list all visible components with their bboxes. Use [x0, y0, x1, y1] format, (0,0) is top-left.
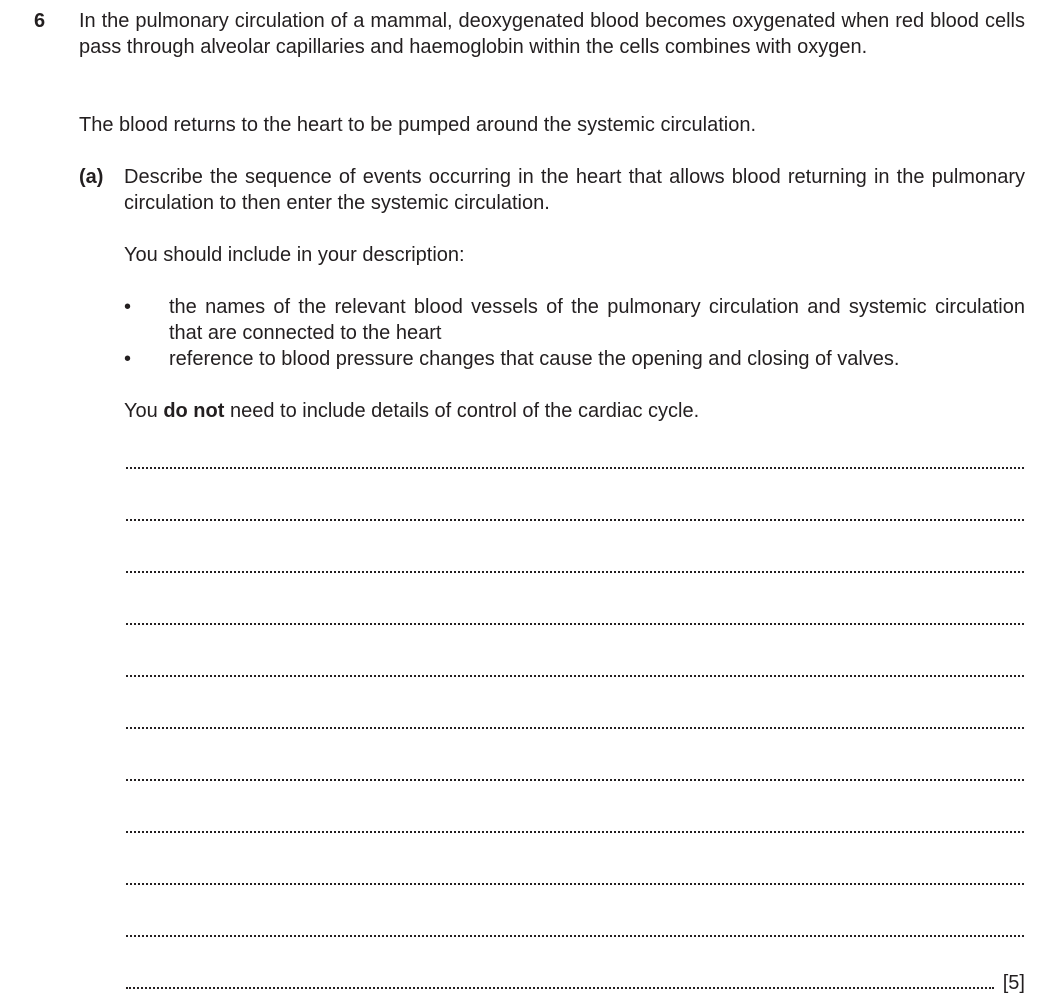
requirement-text: the names of the relevant blood vessels of the pulmonary circulation and systemic circulation that are connected to the heart	[169, 296, 1025, 344]
answer-line[interactable]	[126, 675, 1024, 677]
include-intro: You should include in your description:	[124, 244, 465, 266]
note-emphasis: do not	[163, 400, 225, 422]
question-stem-continuation: The blood returns to the heart to be pumped around the systemic circulation.	[79, 114, 757, 136]
answer-line[interactable]	[126, 831, 1024, 833]
answer-line[interactable]	[126, 987, 994, 989]
marks-allocation: [5]	[1002, 972, 1025, 994]
requirement-item	[124, 294, 1025, 346]
question-number: 6	[34, 10, 46, 32]
answer-line[interactable]	[126, 727, 1024, 729]
answer-line[interactable]	[126, 883, 1024, 885]
answer-line[interactable]	[126, 571, 1024, 573]
answer-line[interactable]	[126, 935, 1024, 937]
bullet-icon: •	[124, 296, 132, 318]
instruction-note	[124, 398, 699, 424]
bullet-icon: •	[124, 348, 132, 370]
requirement-item	[124, 346, 1025, 372]
question-stem: In the pulmonary circulation of a mammal, deoxygenated blood becomes oxygenated when red blood cells pass through alveolar capillaries and haemoglobin within the cells combines with oxygen.	[79, 10, 1025, 58]
answer-line[interactable]	[126, 519, 1024, 521]
requirements-list	[124, 294, 1025, 372]
part-prompt: Describe the sequence of events occurring in the heart that allows blood returning in the pulmonary circulation to then enter the systemic circulation.	[124, 166, 1025, 214]
note-prefix: You	[124, 400, 164, 422]
answer-line[interactable]	[126, 779, 1024, 781]
requirement-text: reference to blood pressure changes that cause the opening and closing of valves.	[169, 348, 900, 370]
answer-line[interactable]	[126, 623, 1024, 625]
answer-line[interactable]	[126, 467, 1024, 469]
part-label: (a)	[79, 166, 104, 188]
note-suffix: need to include details of control of the cardiac cycle.	[224, 400, 700, 422]
